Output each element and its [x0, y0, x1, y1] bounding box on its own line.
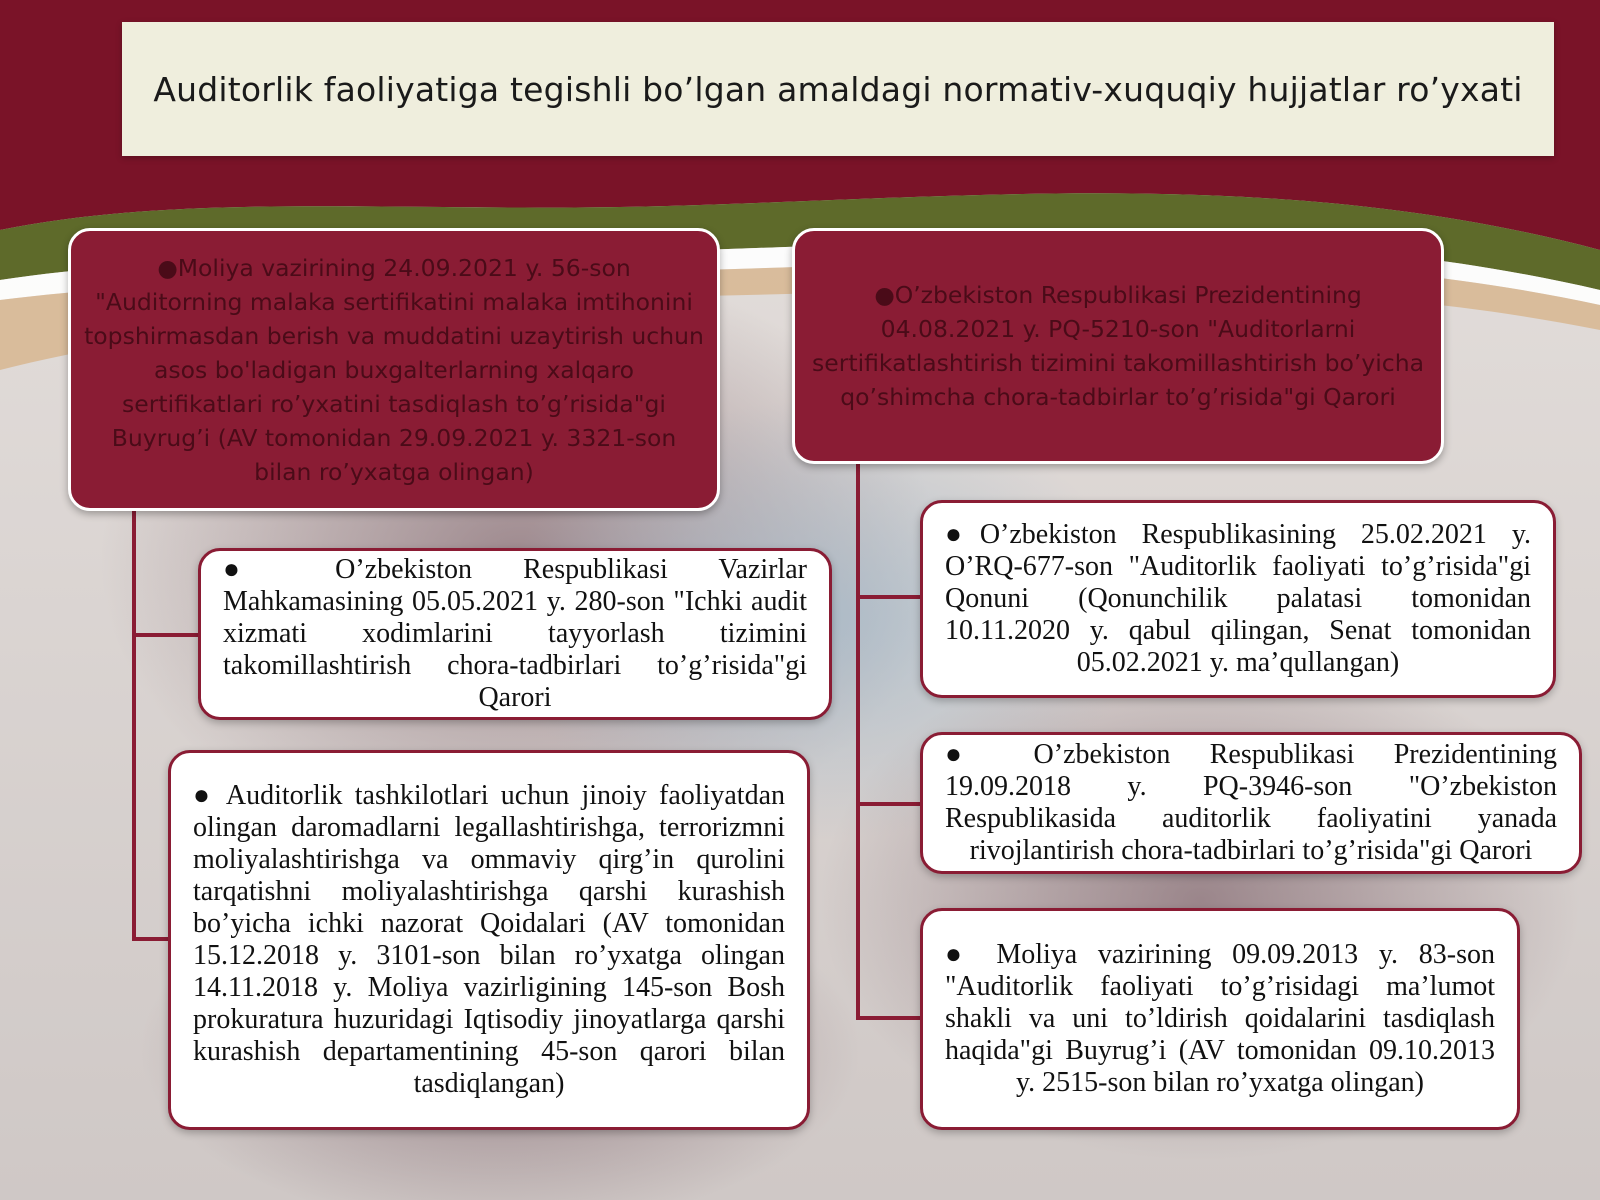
- title-banner: [122, 22, 1554, 156]
- right-branch-3: [856, 1016, 922, 1020]
- left-branch-1: [132, 633, 202, 637]
- left-item-2-box: [168, 750, 810, 1130]
- page-title: Auditorlik faoliyatiga tegishli bo’lgan amaldagi normativ-xuquqiy hujjatlar ro’yxati: [153, 69, 1523, 109]
- right-tree-connector: [856, 462, 860, 1020]
- left-item-1-box: [198, 548, 832, 720]
- right-item-3-text: ● Moliya vazirining 09.09.2013 y. 83-son "Auditorlik faoliyati to’g’risidagi ma’lumot shakli va uni to’ldirish qoidalarini tasdiqlash haqida"gi Buyrug’i (AV tomonidan 09.10.2013 y. 2515-son bilan ro’yxatga olingan): [945, 939, 1495, 1098]
- left-item-2-text: ● Auditorlik tashkilotlari uchun jinoiy faoliyatdan olingan daromadlarni legallashtirishga, terrorizmni moliyalashtirishga va ommaviy qirg’in qurolini tarqatishni moliyalashtirishga qarshi kurashish bo’yicha ichki nazorat Qoidalari (AV tomonidan 15.12.2018 y. 3101-son bilan ro’yxatga olingan 14.11.2018 y. Moliya vazirligining 145-son Bosh prokuratura huzuridagi Iqtisodiy jinoyatlarga qarshi kurashish departamentining 45-son qarori bilan tasdiqlangan): [193, 780, 785, 1099]
- right-item-2-text: ● O’zbekiston Respublikasi Prezidentining 19.09.2018 y. PQ-3946-son "O’zbekiston Respublikasida auditorlik faoliyatini yanada rivojlantirish chora-tadbirlari to’g’risida"gi Qarori: [945, 739, 1557, 866]
- right-header-box: [792, 228, 1444, 464]
- left-tree-connector: [132, 505, 136, 941]
- left-branch-2: [132, 937, 172, 941]
- right-header-text: ●O’zbekiston Respublikasi Prezidentining 04.08.2021 y. PQ-5210-son "Auditorlarni sertifikatlashtirish tizimini takomillashtirish bo’yicha qo’shimcha chora-tadbirlar to’g’risida"gi Qarori: [812, 281, 1424, 411]
- right-branch-1: [856, 595, 922, 599]
- right-item-3-box: [920, 908, 1520, 1130]
- right-item-1-text: ●O’zbekiston Respublikasining 25.02.2021 y. O’RQ-677-son "Auditorlik faoliyati to’g’risida"gi Qonuni (Qonunchilik palatasi tomonidan 10.11.2020 y. qabul qilingan, Senat tomonidan 05.02.2021 y. ma’qullangan): [945, 519, 1531, 678]
- left-header-box: [68, 228, 720, 511]
- left-header-text: ●Moliya vazirining 24.09.2021 y. 56-son "Auditorning malaka sertifikatini malaka imtihonini topshirmasdan berish va muddatini uzaytirish uchun asos bo'ladigan buxgalterlarning xalqaro sertifikatlari ro’yxatini tasdiqlash to’g’risida"gi Buyrug’i (AV tomonidan 29.09.2021 y. 3321-son bilan ro’yxatga olingan): [84, 253, 704, 486]
- right-item-1-box: [920, 500, 1556, 698]
- right-item-2-box: [920, 732, 1582, 874]
- left-item-1-text: ● O’zbekiston Respublikasi Vazirlar Mahkamasining 05.05.2021 y. 280-son "Ichki audit xizmati xodimlarini tayyorlash tizimini takomillashtirish chora-tadbirlari to’g’risida"gi Qarori: [223, 554, 807, 713]
- right-branch-2: [856, 802, 922, 806]
